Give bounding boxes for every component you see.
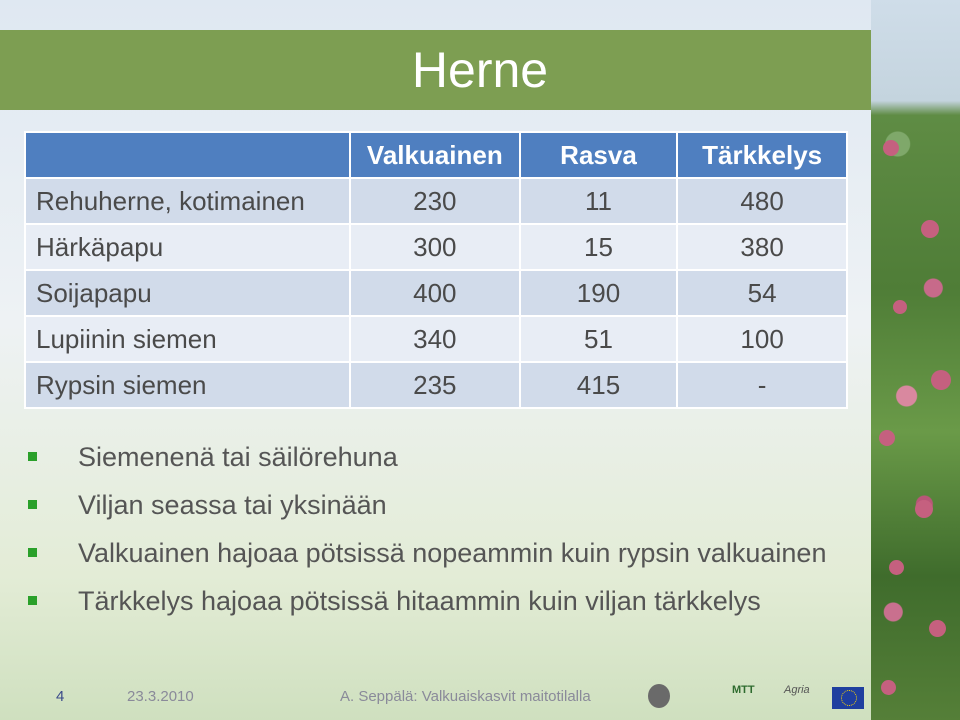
- table-cell-rasva: 51: [520, 316, 678, 362]
- table-row: [25, 178, 847, 224]
- agria-logo: Agria: [784, 684, 810, 696]
- table-cell-tarkkelys: 380: [677, 224, 847, 270]
- table-cell-feed: Soijapapu: [25, 270, 350, 316]
- table-cell-tarkkelys: -: [677, 362, 847, 408]
- table-cell-valkuainen: 340: [350, 316, 520, 362]
- table-cell-tarkkelys: 54: [677, 270, 847, 316]
- clover-flower: [879, 430, 895, 446]
- bullet-text: Tärkkelys hajoaa pötsissä hitaammin kuin viljan tärkkelys: [78, 586, 761, 616]
- bullet-square-icon: [28, 500, 37, 509]
- table-cell-valkuainen: 230: [350, 178, 520, 224]
- clover-flower: [921, 220, 939, 238]
- clover-flower: [893, 300, 907, 314]
- bullet-item: [24, 582, 864, 620]
- bullet-item: [24, 486, 864, 524]
- clover-flower: [889, 560, 904, 575]
- table-row: [25, 224, 847, 270]
- table-cell-tarkkelys: 480: [677, 178, 847, 224]
- table-cell-feed: Lupiinin siemen: [25, 316, 350, 362]
- footer-date: 23.3.2010: [127, 688, 194, 705]
- eu-stars-icon: [841, 690, 857, 706]
- bullet-square-icon: [28, 452, 37, 461]
- clover-flower: [881, 680, 896, 695]
- bullet-square-icon: [28, 596, 37, 605]
- table-header-corner: [25, 132, 350, 178]
- bullet-text: Viljan seassa tai yksinään: [78, 490, 387, 520]
- bullet-text: Siemenenä tai säilörehuna: [78, 442, 398, 472]
- table-cell-rasva: 190: [520, 270, 678, 316]
- bullet-item: [24, 534, 864, 572]
- table-cell-rasva: 15: [520, 224, 678, 270]
- bullet-text: Valkuainen hajoaa pötsissä nopeammin kuin rypsin valkuainen: [78, 538, 827, 568]
- page-number: 4: [56, 688, 65, 705]
- table-cell-valkuainen: 400: [350, 270, 520, 316]
- table-header-row: [25, 132, 847, 178]
- bullet-square-icon: [28, 548, 37, 557]
- table-header-tarkkelys: Tärkkelys: [677, 132, 847, 178]
- clover-flower: [915, 500, 933, 518]
- table-row: [25, 270, 847, 316]
- table-cell-valkuainen: 235: [350, 362, 520, 408]
- table-cell-rasva: 11: [520, 178, 678, 224]
- table-cell-feed: Härkäpapu: [25, 224, 350, 270]
- table-cell-rasva: 415: [520, 362, 678, 408]
- nutrient-table: [24, 131, 848, 409]
- university-seal-logo: [648, 684, 670, 708]
- table-cell-valkuainen: 300: [350, 224, 520, 270]
- slide-title: Herne: [411, 42, 549, 98]
- table-cell-feed: Rehuherne, kotimainen: [25, 178, 350, 224]
- clover-flower: [883, 140, 899, 156]
- table-cell-feed: Rypsin siemen: [25, 362, 350, 408]
- table-header-valkuainen: Valkuainen: [350, 132, 520, 178]
- table-row: [25, 362, 847, 408]
- clover-flower: [931, 370, 951, 390]
- table-header-rasva: Rasva: [520, 132, 678, 178]
- table-cell-tarkkelys: 100: [677, 316, 847, 362]
- bullet-list: [24, 438, 864, 630]
- table-row: [25, 316, 847, 362]
- footer-author: A. Seppälä: Valkuaiskasvit maitotilalla: [340, 688, 591, 705]
- bullet-item: [24, 438, 864, 476]
- clover-flower: [929, 620, 946, 637]
- eu-flag-logo: [832, 687, 864, 709]
- mtt-logo: MTT: [732, 684, 755, 696]
